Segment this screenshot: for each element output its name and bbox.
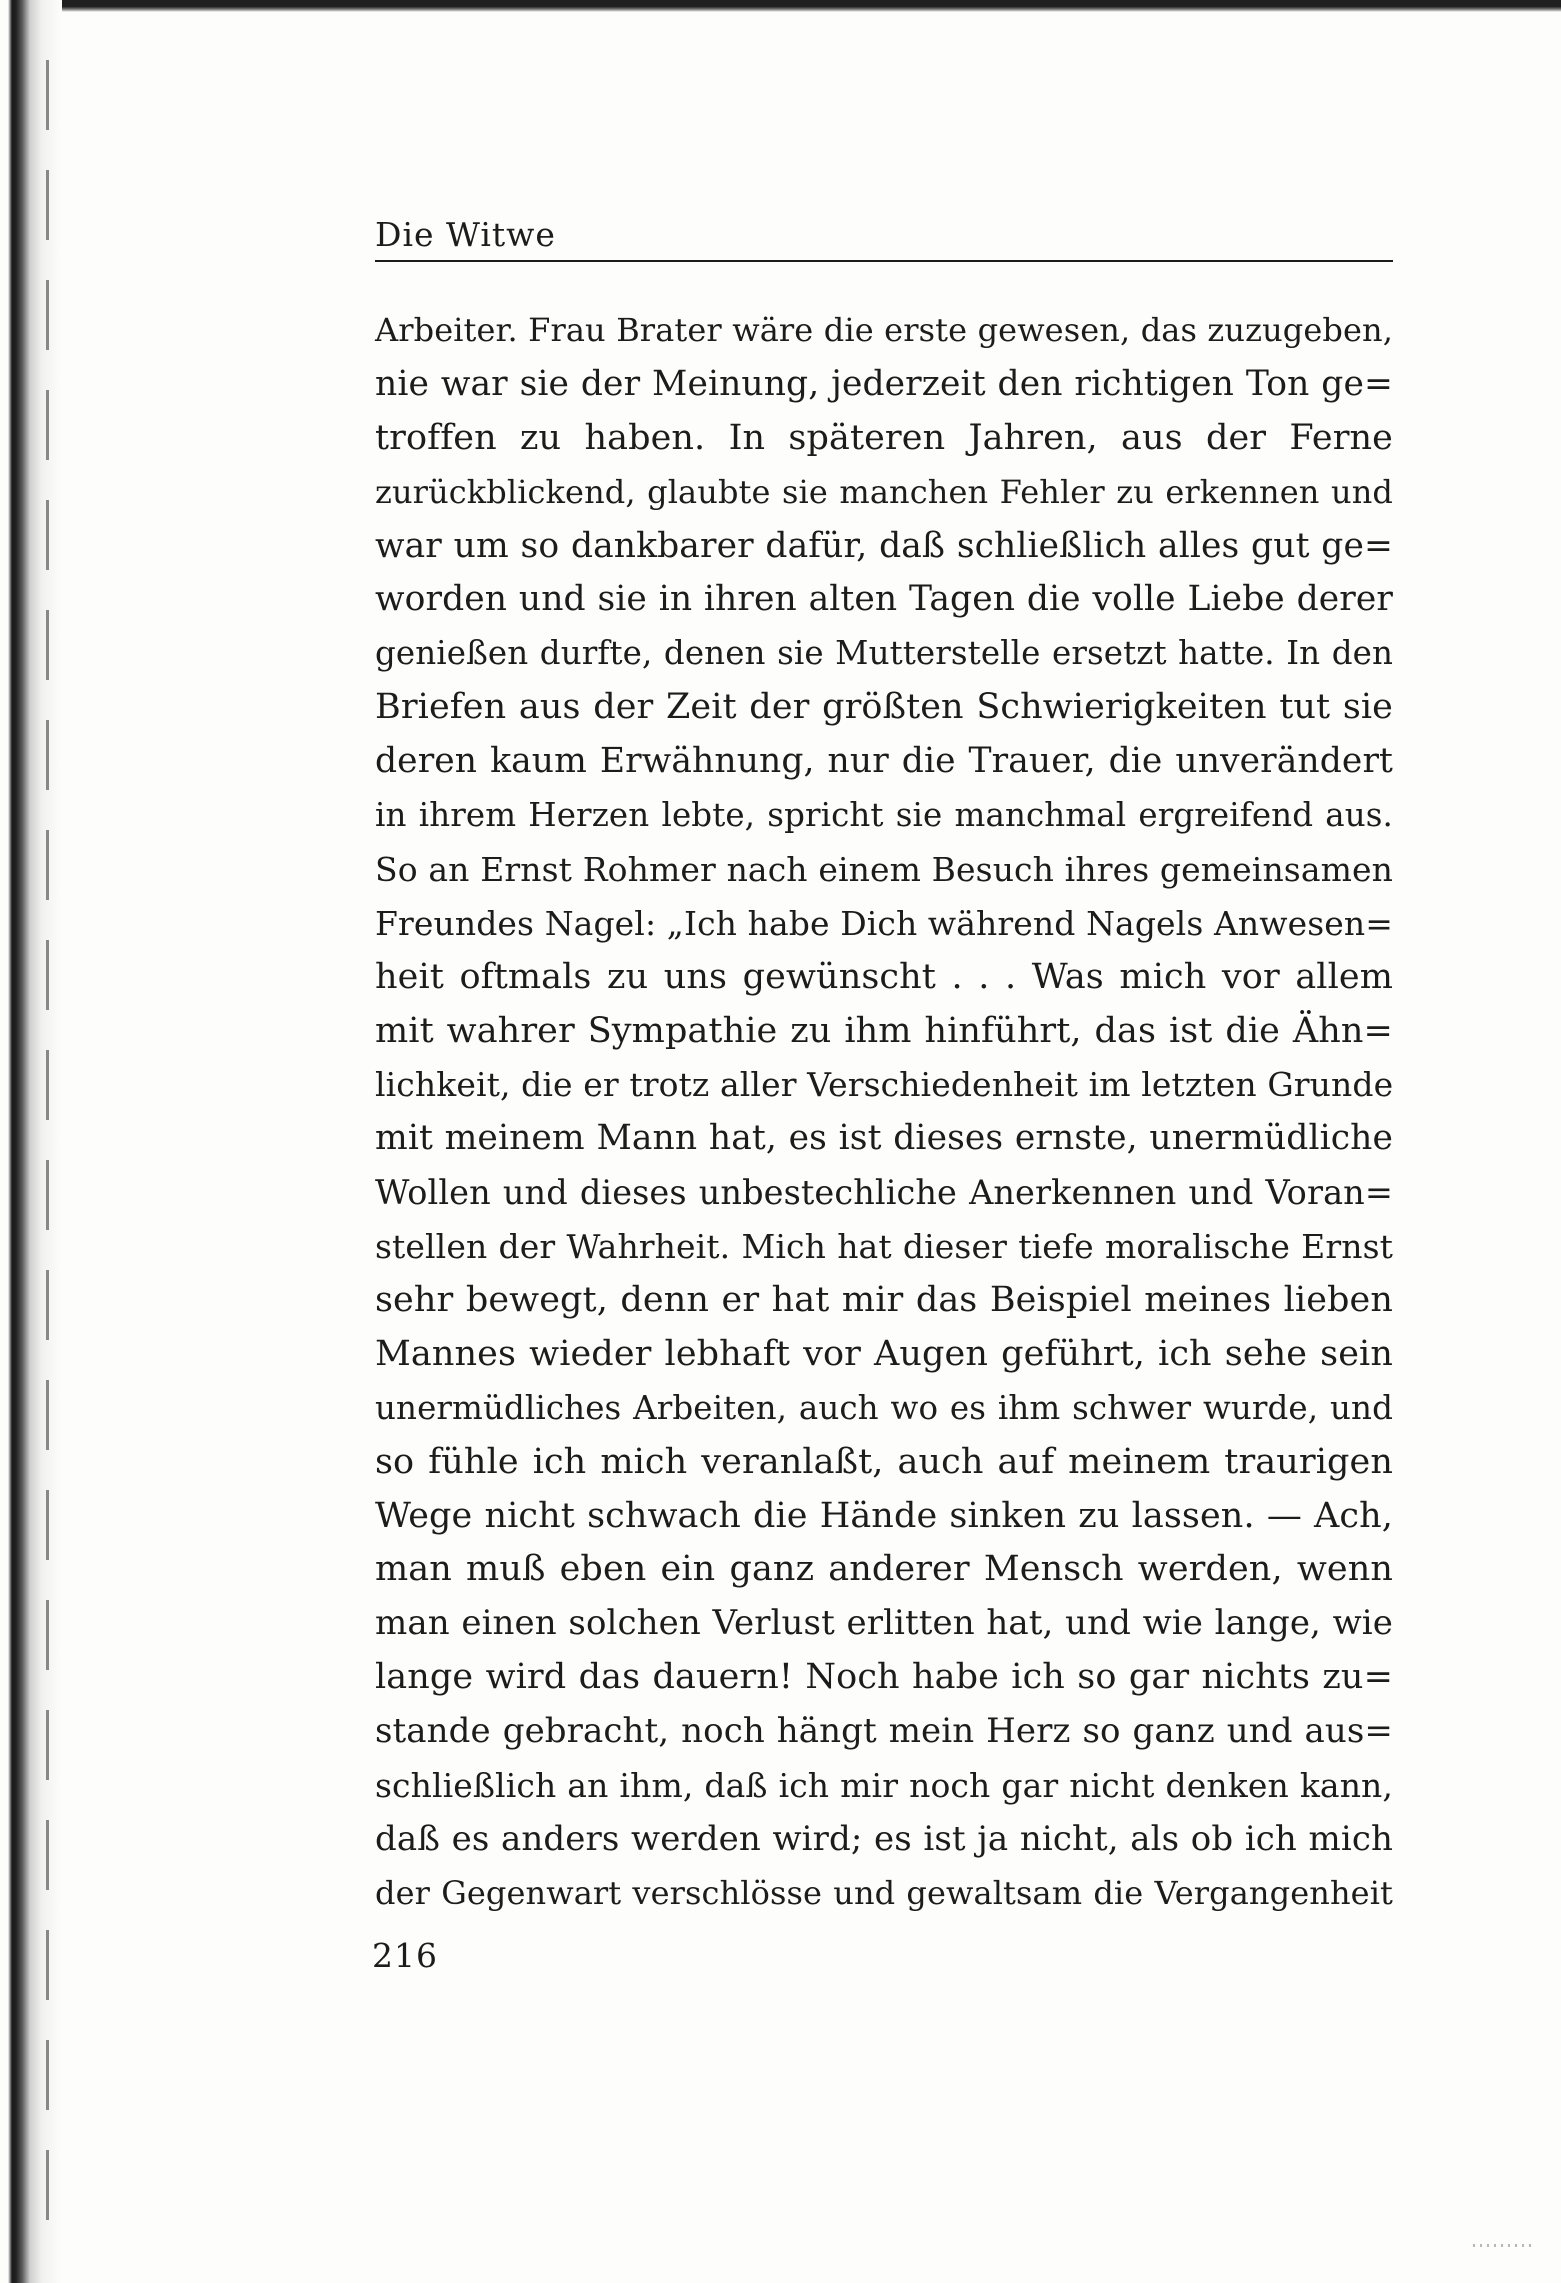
text-line: Freundes Nagel: „Ich habe Dich während Nagels Anwesen= xyxy=(375,903,1393,943)
text-line: zurückblickend, glaubte sie manchen Fehler zu erkennen und xyxy=(375,472,1393,511)
text-line: Briefen aus der Zeit der größten Schwierigkeiten tut sie xyxy=(375,687,1393,728)
page-number: 216 xyxy=(372,1936,438,1975)
text-line: so fühle ich mich veranlaßt, auch auf meinem traurigen xyxy=(375,1441,1393,1482)
text-line: sehr bewegt, denn er hat mir das Beispiel meines lieben xyxy=(375,1280,1393,1321)
text-line: man muß eben ein ganz anderer Mensch werden, wenn xyxy=(375,1549,1393,1590)
text-line: genießen durfte, denen sie Mutterstelle ersetzt hatte. In den xyxy=(375,634,1393,673)
text-line: worden und sie in ihren alten Tagen die volle Liebe derer xyxy=(375,579,1393,620)
text-line: troffen zu haben. In späteren Jahren, aus der Ferne xyxy=(375,417,1393,458)
text-line: lichkeit, die er trotz aller Verschiedenheit im letzten Grunde xyxy=(375,1065,1394,1105)
text-line: war um so dankbarer dafür, daß schließlich alles gut ge= xyxy=(375,525,1393,566)
running-header xyxy=(375,212,1393,262)
scan-binding-edge xyxy=(0,0,62,2283)
text-line: der Gegenwart verschlösse und gewaltsam die Vergangenheit xyxy=(375,1873,1393,1912)
text-line: man einen solchen Verlust erlitten hat, und wie lange, wie xyxy=(375,1603,1393,1644)
text-line: lange wird das dauern! Noch habe ich so gar nichts zu= xyxy=(375,1657,1393,1698)
text-line: schließlich an ihm, daß ich mir noch gar nicht denken kann, xyxy=(375,1766,1393,1806)
text-line: heit oftmals zu uns gewünscht . . . Was mich vor allem xyxy=(375,956,1393,997)
running-title: Die Witwe xyxy=(375,215,556,254)
text-line: nie war sie der Meinung, jederzeit den richtigen Ton ge= xyxy=(375,363,1393,404)
text-line: in ihrem Herzen lebte, spricht sie manchmal ergreifend aus. xyxy=(375,796,1393,835)
body-text xyxy=(375,304,1393,1921)
text-line: So an Ernst Rohmer nach einem Besuch ihres gemeinsamen xyxy=(375,849,1393,889)
text-line: Mannes wieder lebhaft vor Augen geführt, ich sehe sein xyxy=(375,1333,1393,1374)
text-line: deren kaum Erwähnung, nur die Trauer, die unverändert xyxy=(375,741,1393,782)
text-line: mit meinem Mann hat, es ist dieses ernste, unermüdliche xyxy=(375,1118,1393,1159)
text-line: stande gebracht, noch hängt mein Herz so ganz und aus= xyxy=(375,1711,1393,1752)
text-line: Wege nicht schwach die Hände sinken zu lassen. — Ach, xyxy=(375,1495,1393,1536)
scan-speck xyxy=(1473,2244,1533,2247)
text-line: unermüdliches Arbeiten, auch wo es ihm schwer wurde, und xyxy=(375,1388,1393,1427)
text-line: daß es anders werden wird; es ist ja nicht, als ob ich mich xyxy=(375,1818,1393,1859)
text-line: Wollen und dieses unbestechliche Anerkennen und Voran= xyxy=(375,1173,1393,1213)
text-line: stellen der Wahrheit. Mich hat dieser tiefe moralische Ernst xyxy=(375,1227,1393,1267)
scan-top-edge xyxy=(0,0,1561,12)
text-line: Arbeiter. Frau Brater wäre die erste gewesen, das zuzugeben, xyxy=(375,311,1393,349)
text-line: mit wahrer Sympathie zu ihm hinführt, das ist die Ähn= xyxy=(375,1010,1393,1051)
